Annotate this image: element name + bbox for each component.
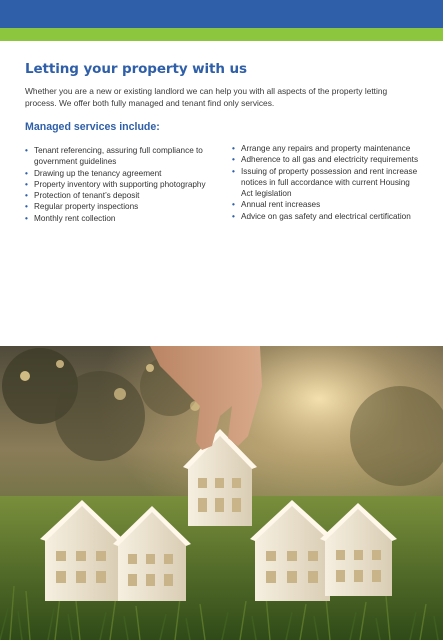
houses-on-grass-illustration (0, 346, 443, 640)
list-item: • Adherence to all gas and electricity requirements (232, 154, 422, 165)
services-list-right (232, 143, 422, 222)
list-item: • Monthly rent collection (25, 213, 215, 224)
list-item: • Drawing up the tenancy agreement (25, 168, 215, 179)
list-item: • Property inventory with supporting photography (25, 179, 215, 190)
accent-stripe (0, 28, 443, 41)
list-item: • Advice on gas safety and electrical certification (232, 211, 422, 222)
list-item: • Annual rent increases (232, 199, 422, 210)
services-subheading: Managed services include: (25, 121, 160, 133)
hero-photo (0, 346, 443, 640)
list-item: • Regular property inspections (25, 201, 215, 212)
list-item: • Tenant referencing, assuring full compliance to government guidelines (25, 145, 215, 168)
page-title: Letting your property with us (25, 61, 247, 77)
services-list-left (25, 145, 215, 224)
list-item: • Issuing of property possession and rent increase notices in full accordance with current Housing Act legislation (232, 166, 422, 200)
header-band (0, 0, 443, 28)
intro-paragraph: Whether you are a new or existing landlord we can help you with all aspects of the property letting process. We offer both fully managed and tenant find only services. (25, 86, 388, 108)
list-item: • Protection of tenant’s deposit (25, 190, 215, 201)
list-item: • Arrange any repairs and property maintenance (232, 143, 422, 154)
